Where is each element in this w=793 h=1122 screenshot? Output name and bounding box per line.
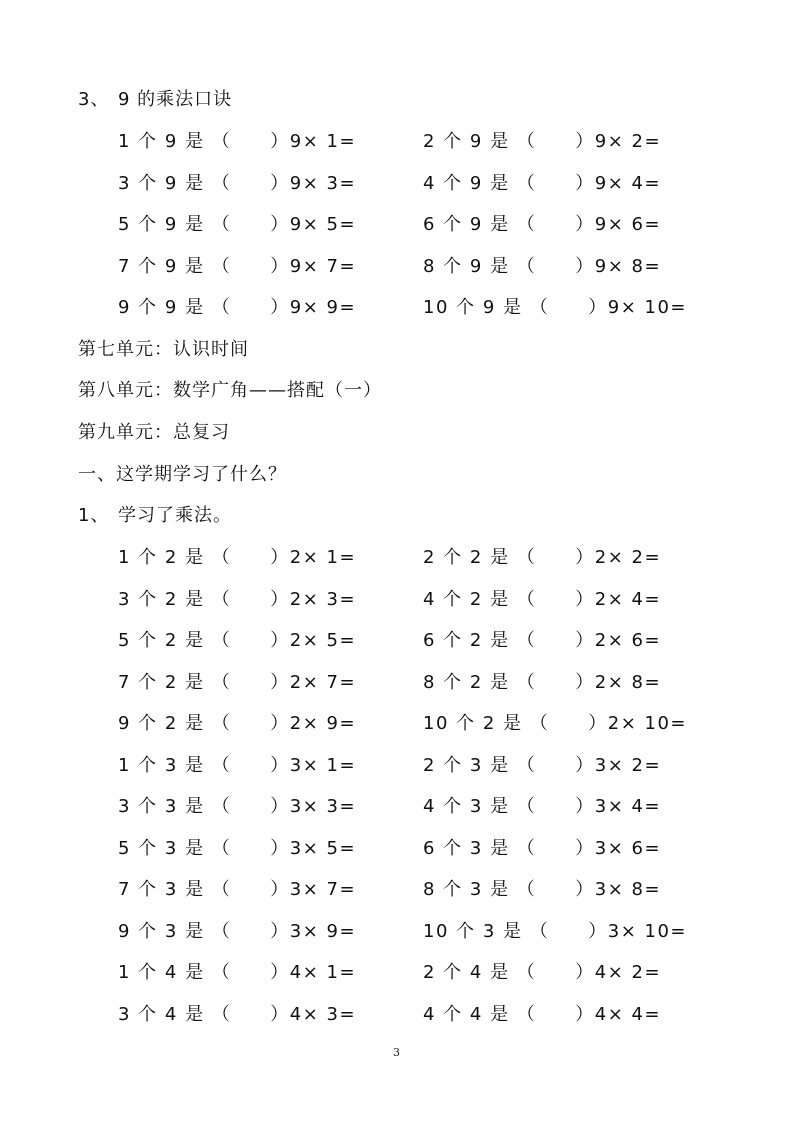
- table-row: [0, 1003, 793, 1045]
- exercise-left: 1 个 2 是 （ ）2× 1=: [118, 547, 357, 568]
- table-row: [0, 671, 793, 713]
- table-row: [0, 213, 793, 255]
- exercise-right: 6 个 9 是 （ ）9× 6=: [423, 214, 662, 235]
- section-title: 学习了乘法。: [118, 505, 232, 526]
- exercise-left: 9 个 2 是 （ ）2× 9=: [118, 713, 357, 734]
- exercise-left: 5 个 9 是 （ ）9× 5=: [118, 214, 357, 235]
- exercise-left: 3 个 2 是 （ ）2× 3=: [118, 589, 357, 610]
- exercise-right: 4 个 9 是 （ ）9× 4=: [423, 173, 662, 194]
- exercise-right: 8 个 3 是 （ ）3× 8=: [423, 879, 662, 900]
- table-row: [0, 629, 793, 671]
- section-title: 9 的乘法口诀: [118, 89, 233, 110]
- section-number: 3、: [78, 89, 110, 110]
- page-number: 3: [393, 1046, 400, 1059]
- section-heading-9: [0, 88, 793, 130]
- exercise-left: 3 个 3 是 （ ）3× 3=: [118, 796, 357, 817]
- table-row: [0, 837, 793, 879]
- section-heading-multiplication: [0, 504, 793, 546]
- exercise-left: 3 个 9 是 （ ）9× 3=: [118, 173, 357, 194]
- table-row: [0, 172, 793, 214]
- exercise-right: 4 个 3 是 （ ）3× 4=: [423, 796, 662, 817]
- exercise-right: 4 个 4 是 （ ）4× 4=: [423, 1004, 662, 1025]
- exercise-right: 4 个 2 是 （ ）2× 4=: [423, 589, 662, 610]
- exercise-left: 1 个 9 是 （ ）9× 1=: [118, 131, 357, 152]
- table-row: [0, 795, 793, 837]
- unit-heading: 第九单元：总复习: [78, 422, 230, 443]
- table-row: [0, 546, 793, 588]
- exercise-right: 10 个 9 是 （ ）9× 10=: [423, 297, 687, 318]
- unit-heading: 第八单元：数学广角——搭配（一）: [78, 380, 382, 401]
- table-row: [0, 878, 793, 920]
- exercise-right: 2 个 2 是 （ ）2× 2=: [423, 547, 662, 568]
- table-row: [0, 588, 793, 630]
- table-row: [0, 130, 793, 172]
- exercise-left: 9 个 9 是 （ ）9× 9=: [118, 297, 357, 318]
- section-number: 1、: [78, 505, 110, 526]
- unit-heading: 第七单元：认识时间: [78, 339, 249, 360]
- table-row: [0, 712, 793, 754]
- exercise-right: 6 个 3 是 （ ）3× 6=: [423, 838, 662, 859]
- table-row: [0, 920, 793, 962]
- exercise-left: 1 个 4 是 （ ）4× 1=: [118, 962, 357, 983]
- table-row: [0, 296, 793, 338]
- exercise-right: 8 个 9 是 （ ）9× 8=: [423, 256, 662, 277]
- exercise-left: 7 个 9 是 （ ）9× 7=: [118, 256, 357, 277]
- exercise-right: 10 个 2 是 （ ）2× 10=: [423, 713, 687, 734]
- exercise-left: 7 个 3 是 （ ）3× 7=: [118, 879, 357, 900]
- table-row: [0, 255, 793, 297]
- exercise-left: 3 个 4 是 （ ）4× 3=: [118, 1004, 357, 1025]
- exercise-left: 5 个 3 是 （ ）3× 5=: [118, 838, 357, 859]
- exercise-left: 9 个 3 是 （ ）3× 9=: [118, 921, 357, 942]
- exercise-right: 2 个 9 是 （ ）9× 2=: [423, 131, 662, 152]
- exercise-right: 8 个 2 是 （ ）2× 8=: [423, 672, 662, 693]
- exercise-right: 2 个 3 是 （ ）3× 2=: [423, 755, 662, 776]
- exercise-left: 7 个 2 是 （ ）2× 7=: [118, 672, 357, 693]
- question-heading: 一、这学期学习了什么？: [78, 464, 287, 485]
- table-row: [0, 961, 793, 1003]
- exercise-right: 2 个 4 是 （ ）4× 2=: [423, 962, 662, 983]
- exercise-right: 6 个 2 是 （ ）2× 6=: [423, 630, 662, 651]
- exercise-left: 1 个 3 是 （ ）3× 1=: [118, 755, 357, 776]
- exercise-left: 5 个 2 是 （ ）2× 5=: [118, 630, 357, 651]
- table-row: [0, 754, 793, 796]
- exercise-right: 10 个 3 是 （ ）3× 10=: [423, 921, 687, 942]
